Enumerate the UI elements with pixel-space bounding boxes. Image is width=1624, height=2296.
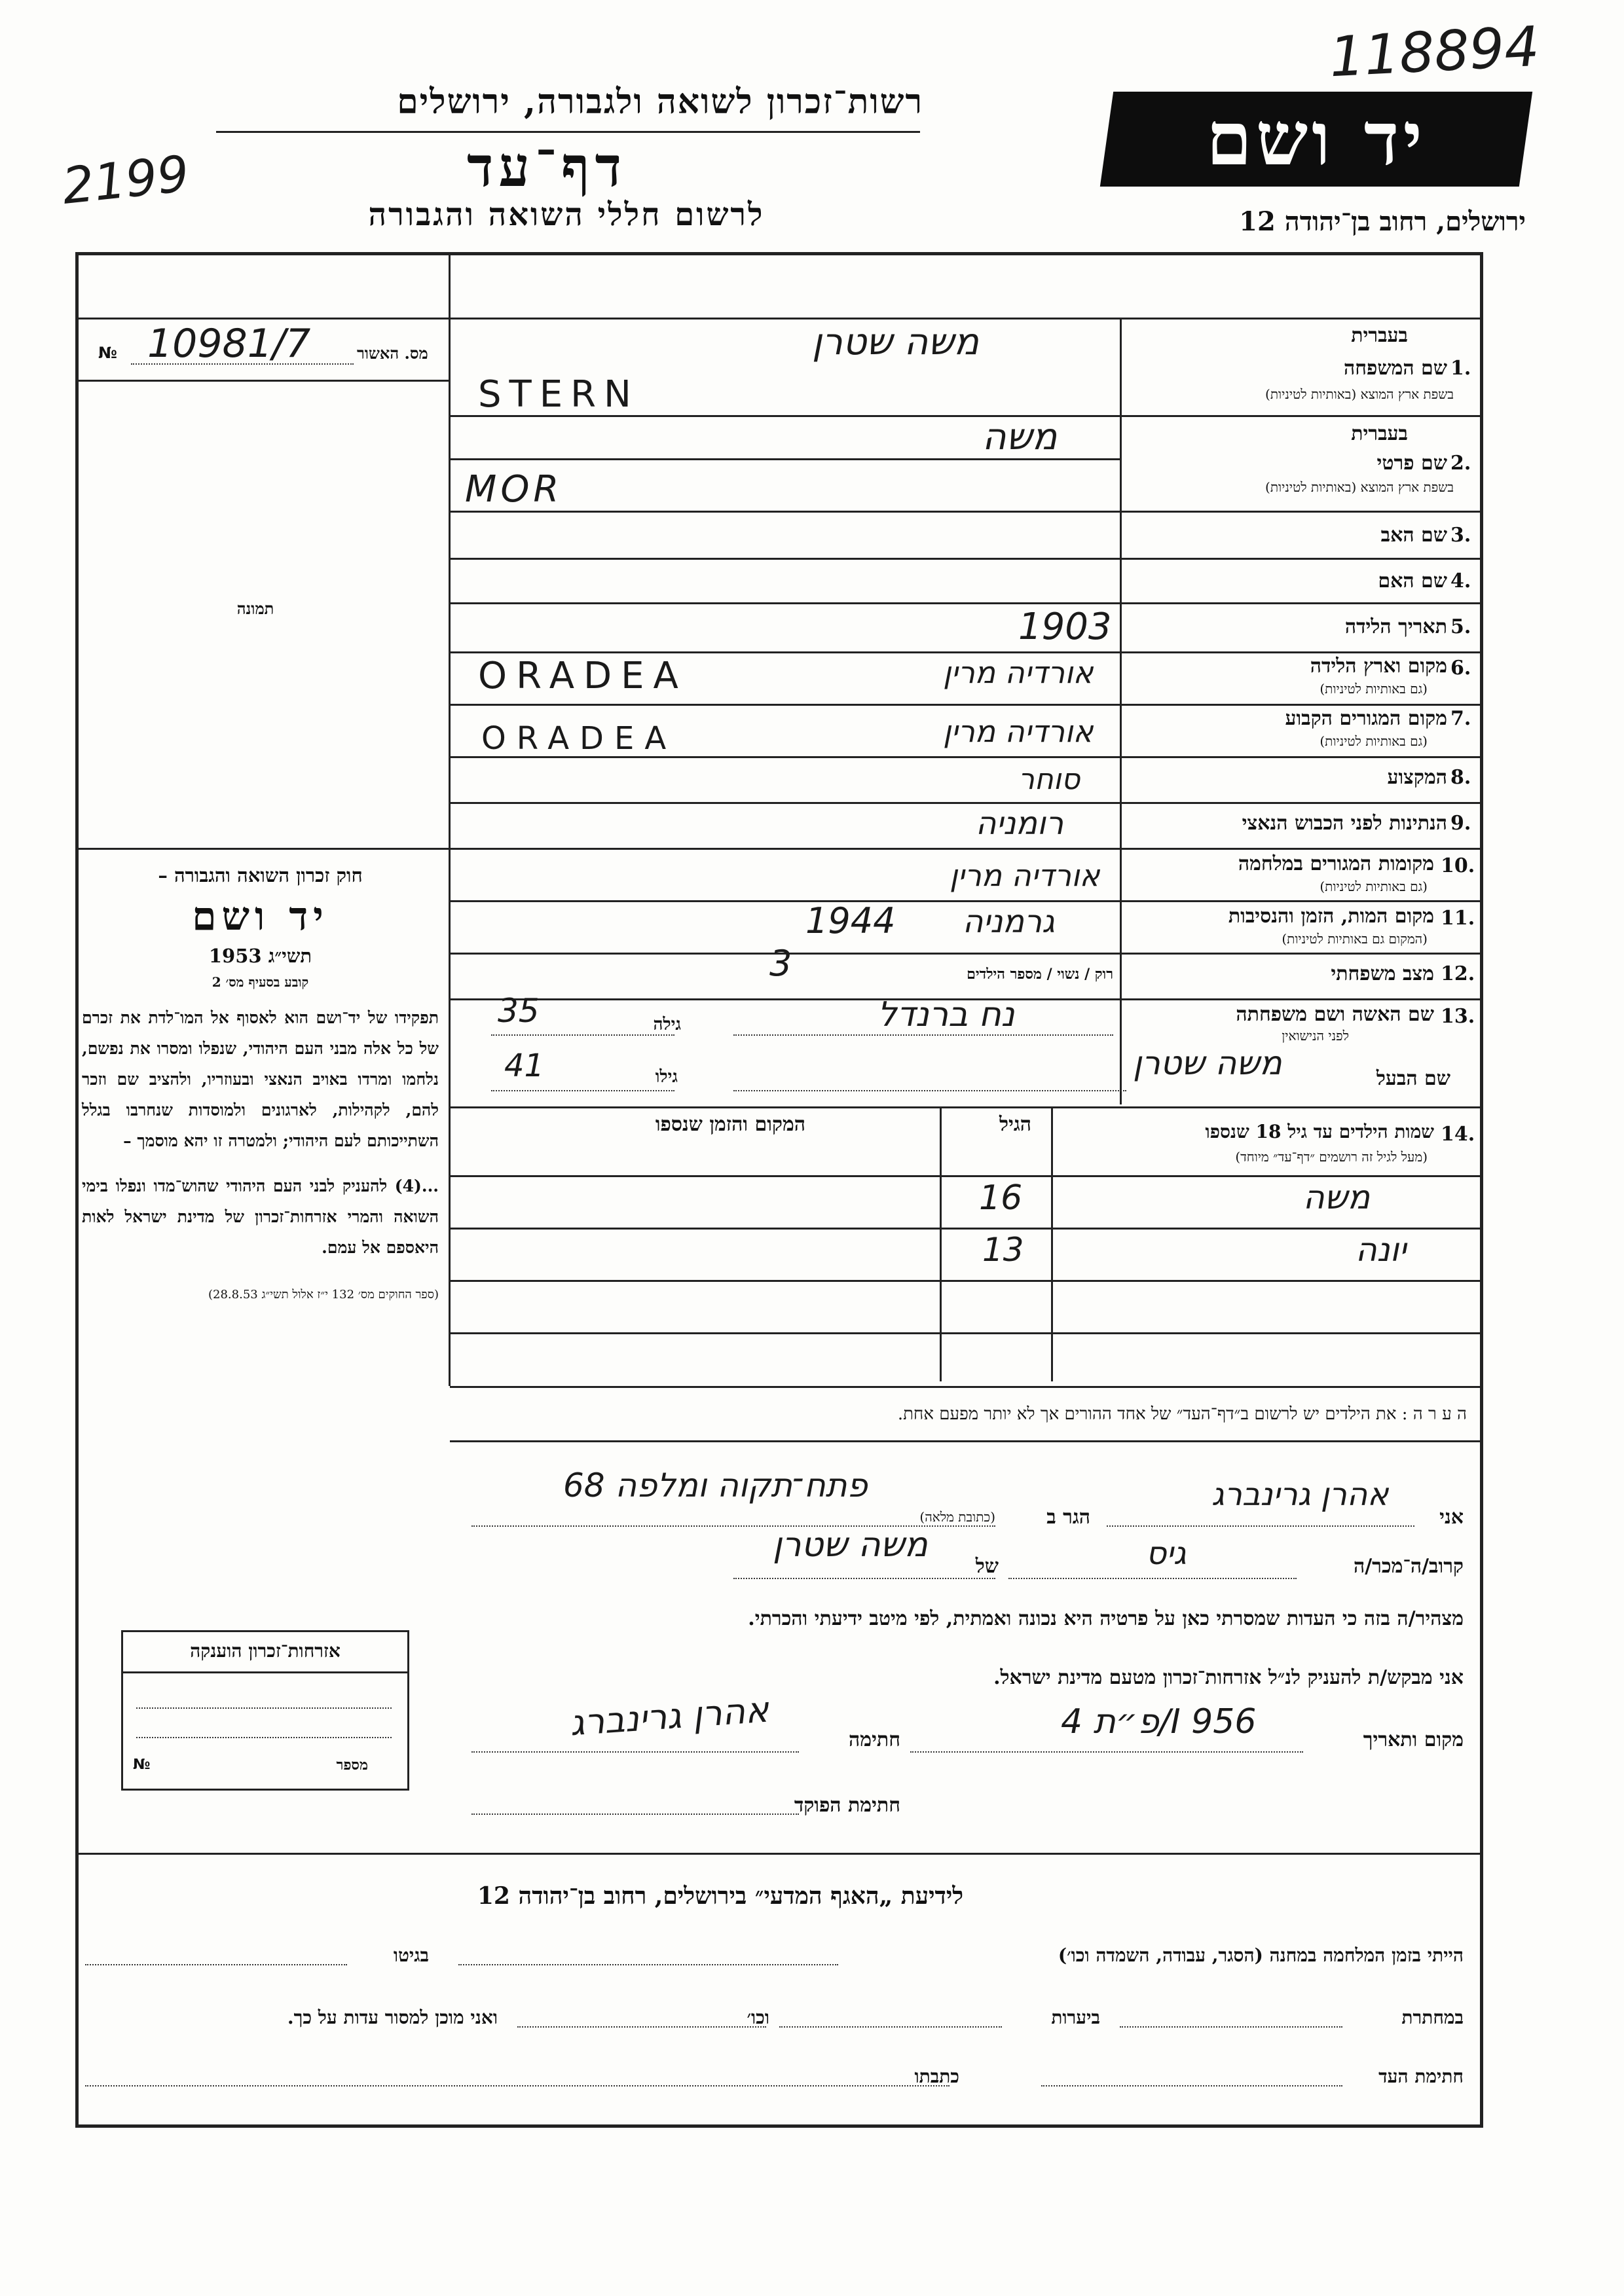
row-line-2	[450, 511, 1481, 513]
field-11-sub: (המקום גם באותיות לטיניות)	[1282, 931, 1428, 947]
row-line-8	[450, 802, 1481, 804]
field-7-sub: (גם באותיות לטיניות)	[1320, 733, 1428, 749]
birthplace-hebrew-value: אורדיה מרין	[943, 655, 1094, 690]
citizenship-box-no-sign: №	[133, 1757, 151, 1773]
row-line-11	[450, 953, 1481, 955]
field-13-number: 13.	[1441, 1005, 1475, 1028]
declarant-name: אהרן גרינברג	[1211, 1476, 1389, 1513]
law-name: יד ושם	[192, 894, 329, 939]
field-2-label: שם פרטי	[1376, 452, 1447, 475]
logo-text: יד ושם	[1206, 96, 1427, 182]
citizenship-box-number-label: מספר	[336, 1757, 368, 1774]
place-date-line	[910, 1751, 1303, 1753]
footer-title: לידיעת „האגף המדעי״ בירושלים, רחוב בן־יהודה 12	[477, 1882, 964, 1910]
field-9-number: 9.	[1450, 812, 1471, 835]
signature-line	[471, 1751, 799, 1753]
field-10-sub: (גם באותיות לטיניות)	[1320, 879, 1428, 894]
child-2-name: יונה	[1356, 1231, 1407, 1269]
residing-label: הגר ב	[1046, 1506, 1090, 1529]
death-place-value: גרמניה	[963, 903, 1055, 940]
field-5-number: 5.	[1450, 615, 1471, 638]
field-5-label: תאריך הלידה	[1344, 615, 1447, 638]
field-6-label: מקום וארץ הלידה	[1310, 655, 1447, 678]
approval-box	[82, 321, 442, 373]
archive-number: 118894	[1327, 14, 1541, 90]
footer-camp-line	[458, 1964, 838, 1965]
note-bottom-line	[450, 1440, 1481, 1442]
of-name-line	[733, 1578, 995, 1579]
firstname-hebrew-value: משה	[982, 416, 1058, 458]
relation-line	[1008, 1578, 1297, 1579]
address: ירושלים, רחוב בן־יהודה 12	[1239, 206, 1526, 237]
footer-witness-signature-label: חתימת העד	[1378, 2066, 1464, 2087]
row-line-13	[450, 1106, 1481, 1108]
declaration-i-label: אני	[1439, 1506, 1464, 1529]
footer-testify-label: ואני מוכן למסור עדות על כך.	[287, 2007, 498, 2028]
footer-underground-label: במחתרת	[1401, 2007, 1464, 2028]
footer-forests-line	[779, 2026, 1002, 2028]
surname-latin-value: STERN	[478, 373, 639, 416]
firstname-latin-value: MOR	[465, 468, 563, 511]
row-line-5	[450, 651, 1481, 653]
field-1-number: 1.	[1450, 357, 1471, 380]
field-2-hebrew-tag: בעברית	[1351, 422, 1408, 445]
handwritten-ref: 2199	[59, 144, 192, 215]
wartime-residence-value: אורדיה מרין	[950, 858, 1100, 893]
child-2-age: 13	[982, 1231, 1024, 1269]
child-1-name: משה	[1303, 1178, 1371, 1216]
officer-signature-label: חתימת הפוקד	[794, 1794, 900, 1817]
children-place-header: המקום והזמן שנספו	[655, 1113, 805, 1136]
field-12-label: מצב משפחתי	[1331, 962, 1434, 985]
authority-underline	[216, 131, 920, 133]
husband-age-value: 41	[504, 1048, 545, 1084]
address-sub: (כתובת מלאה)	[919, 1509, 995, 1525]
row-line-6	[450, 704, 1481, 706]
approval-label: מס. האשור	[357, 344, 428, 363]
field-8-number: 8.	[1450, 766, 1471, 789]
field-2-sub: בשפת ארץ המוצא (באותיות לטיניות)	[1265, 479, 1454, 495]
citizenship-box-line-2	[136, 1737, 392, 1738]
footer-address-label: כתבתו	[914, 2066, 959, 2087]
yad-vashem-logo	[1100, 92, 1532, 187]
death-year-value: 1944	[805, 900, 896, 941]
note-top-line	[450, 1386, 1481, 1388]
relation-value: גיס	[1146, 1535, 1187, 1572]
field-9-label: הנתינות לפני הכבוש הנאצי	[1242, 812, 1447, 835]
declaration-bottom-line	[77, 1853, 1481, 1855]
occupation-value: סוחר	[1018, 763, 1080, 796]
authority-line: רשות־זכרון לשואה ולגבורה, ירושלים	[397, 82, 923, 122]
footer-etc-line	[517, 2026, 766, 2028]
children-row-line-3	[450, 1332, 1481, 1334]
field-10-number: 10.	[1441, 854, 1475, 877]
row-line-10	[450, 900, 1481, 902]
request-text: אני מבקש/ת להעניק לנ״ל אזרחות־זכרון מטעם מדינת ישראל.	[993, 1666, 1464, 1689]
footer-etc-label: וכו׳	[747, 2007, 769, 2028]
field-14-number: 14.	[1441, 1123, 1475, 1146]
footer-ghetto-label: בגיטו	[393, 1944, 429, 1966]
field-6-sub: (גם באותיות לטיניות)	[1320, 681, 1428, 697]
field-13-sub: לפני הנישואין	[1282, 1028, 1349, 1044]
citizenship-value: רומניה	[976, 805, 1064, 842]
marital-options: רוק / נשוי / מספר הילדים	[967, 966, 1113, 983]
approval-no-sign: №	[98, 344, 117, 362]
law-clause: קובע בסעיף מס׳ 2	[212, 974, 309, 990]
note-text: ה ע ר ה : את הילדים יש לרשום ב״דף־העד״ של אחד ההורים אך לא יותר מפעם אחת.	[897, 1404, 1467, 1424]
wife-age-line	[491, 1034, 674, 1036]
wife-age-value: 35	[498, 992, 540, 1030]
row-line-4	[450, 602, 1481, 604]
field-4-label: שם האם	[1378, 570, 1447, 592]
children-col-2	[1051, 1106, 1053, 1381]
wife-name-value: נח ברנדל	[877, 995, 1015, 1034]
law-year: תשי״ג 1953	[208, 945, 312, 967]
field-1-hebrew-tag: בעברית	[1351, 324, 1408, 347]
form-title: דף־עד	[466, 134, 627, 199]
citizenship-box	[121, 1630, 409, 1791]
children-row-line-1	[450, 1228, 1481, 1230]
left-column-divider	[449, 253, 451, 1386]
children-age-header: הגיל	[999, 1113, 1031, 1136]
birth-date-value: 1903	[1018, 606, 1112, 648]
surname-hebrew-value: משה שטרן	[812, 321, 979, 363]
field-6-number: 6.	[1450, 657, 1471, 680]
of-name-value: משה שטרן	[773, 1525, 928, 1565]
field-11-label: מקום המות, הזמן והנסיבות	[1228, 905, 1434, 928]
field-14-label: שמות הילדים עד גיל 18 שנספו	[1205, 1121, 1434, 1142]
citizenship-box-line-1	[136, 1707, 392, 1709]
children-col-1	[940, 1106, 942, 1381]
declarant-address: פתח־תקוה ומלפה 68	[563, 1467, 868, 1504]
child-1-age: 16	[979, 1178, 1023, 1218]
row-line-3	[450, 558, 1481, 560]
field-7-number: 7.	[1450, 707, 1471, 730]
approval-line	[131, 363, 354, 365]
footer-address-line	[85, 2085, 950, 2086]
row-line-2a	[450, 458, 1121, 460]
law-text-2: ...(4) להעניק לבני העם היהודי שהוש־מדו ונפלו בימי השואה והמרי אזרחות־זכרון של מדינת ישראל לאות היאספם אל עמם.	[82, 1176, 439, 1257]
husband-name-value: משה שטרן	[1133, 1044, 1282, 1082]
field-3-number: 3.	[1450, 524, 1471, 547]
field-11-number: 11.	[1441, 907, 1475, 930]
place-date-value: פ״ת 4/I 956	[1061, 1702, 1257, 1741]
footer-witness-signature-line	[1041, 2085, 1342, 2086]
field-7-label: מקום המגורים הקבוע	[1285, 707, 1447, 730]
approval-divider	[77, 380, 450, 382]
children-count-value: 3	[769, 943, 792, 984]
footer-camp-label: הייתי בזמן המלחמה במחנה (הסגר, עבודה, השמדה וכו׳)	[1058, 1944, 1464, 1966]
field-2-number: 2.	[1450, 452, 1471, 475]
relation-label: קרוב/ה־מכר/ה	[1353, 1555, 1464, 1578]
signature-label: חתימה	[849, 1728, 900, 1751]
husband-age-label: גילו	[655, 1067, 678, 1087]
children-header-line	[450, 1175, 1481, 1177]
children-row-line-2	[450, 1280, 1481, 1282]
field-14-sub: (מעל לגיל זה רושמים ״דף־עד״ מיוחד)	[1235, 1149, 1428, 1165]
birthplace-latin-value: ORADEA	[478, 655, 688, 697]
approval-value: 10981/7	[147, 321, 311, 367]
field-3-label: שם האב	[1380, 524, 1447, 547]
of-label: של	[975, 1555, 999, 1578]
law-ref: (ספר החוקים מס׳ 132 י״ז אלול תשי״ג 28.8.53)	[208, 1288, 439, 1302]
field-1-label: שם המשפחה	[1343, 357, 1447, 380]
husband-name-line	[733, 1090, 1126, 1091]
law-section	[82, 864, 439, 1302]
wife-name-line	[733, 1034, 1113, 1036]
residence-hebrew-value: אורדיה מרין	[943, 714, 1094, 749]
citizenship-box-divider	[123, 1671, 407, 1673]
footer-ghetto-line	[85, 1964, 347, 1965]
statement-text: מצהיר/ה בזה כי העדות שמסרתי כאן על פרטיה היא נכונה ואמתית, לפי מיטב ידיעתי והכרתי.	[748, 1607, 1464, 1630]
wife-age-label: גילה	[653, 1015, 681, 1034]
field-1-sub: בשפת ארץ המוצא (באותיות לטיניות)	[1265, 386, 1454, 402]
husband-label: שם הבעל	[1376, 1067, 1450, 1090]
officer-signature-line	[471, 1813, 799, 1815]
law-text-1: תפקידו של יד־ושם הוא לאסוף אל המו־לדת את זכרם של כל אלה מבני העם היהודי, שנפלו ומסרו את נפשם, נלחמו ומרדו באויב הנאצי ובעוזריו, ולהציב שם וזכר להם, לקהילות, לארגונים ולמוסדות שנחרבו בגלל השתייכותם לעם היהודי; ולמטרה זו יהא מוסמך –	[82, 1008, 439, 1150]
field-10-label: מקומות המגורים במלחמה	[1238, 852, 1434, 875]
field-4-number: 4.	[1450, 570, 1471, 592]
form-subtitle: לרשום חללי השואה והגבורה	[368, 196, 765, 233]
field-12-number: 12.	[1441, 962, 1475, 985]
field-13-label: שם האשה ושם משפחתה	[1236, 1003, 1434, 1026]
signature-value: אהרן גרינברג	[568, 1688, 770, 1744]
field-8-label: המקצוע	[1387, 766, 1447, 789]
row-line-9	[450, 848, 1481, 850]
residence-latin-value: ORADEA	[481, 720, 677, 757]
footer-underground-line	[1120, 2026, 1342, 2028]
law-title: חוק זכרון השואה והגבורה –	[158, 864, 363, 886]
citizenship-box-title: אזרחות־זכרון הוענקה	[190, 1640, 341, 1662]
label-column-divider	[1120, 319, 1122, 1104]
photo-label: תמונה	[236, 599, 274, 618]
footer-forests-label: ביערות	[1051, 2007, 1100, 2028]
photo-divider	[77, 848, 450, 850]
top-strip-line	[77, 318, 1481, 319]
place-date-label: מקום ותאריך	[1363, 1728, 1464, 1751]
declarant-name-line	[1107, 1525, 1414, 1527]
husband-age-line	[491, 1090, 674, 1091]
